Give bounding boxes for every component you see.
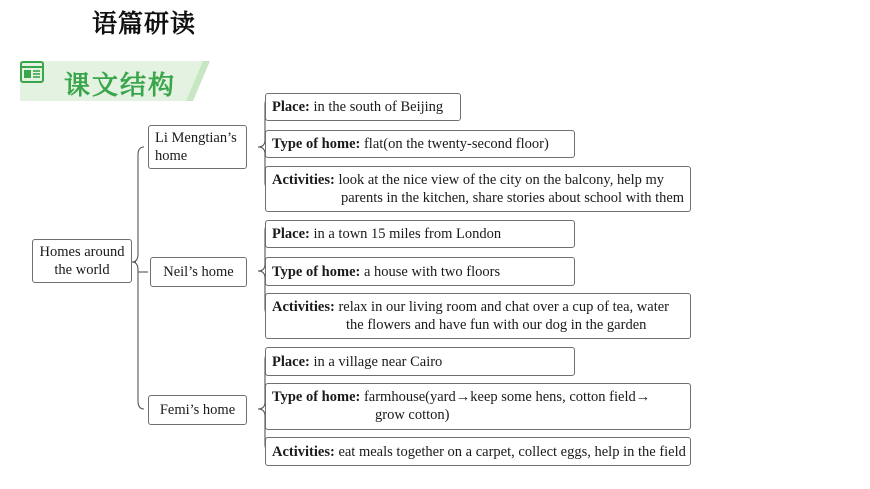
detail-text-cont: the flowers and have fun with our dog in the garden: [346, 317, 647, 333]
root-line-2: the world: [54, 262, 110, 278]
detail-key: Place:: [272, 353, 310, 370]
detail-text: flat(on the twenty-second floor): [363, 136, 549, 152]
detail-key: Type of home:: [272, 263, 361, 280]
detail-key: Activities:: [272, 299, 335, 315]
detail-text: eat meals together on a carpet, collect eggs, help in the field: [338, 443, 686, 460]
detail-box-femi-place: [265, 347, 575, 376]
detail-box-neil-place: [265, 220, 575, 248]
detail-box-femi-type: [265, 383, 691, 430]
branch-node-neil: [150, 257, 247, 287]
detail-box-neil-type: [265, 257, 575, 286]
detail-box-li-place: [265, 93, 461, 121]
detail-box-li-type: [265, 130, 575, 158]
detail-key: Place:: [272, 99, 310, 115]
branch-1-line-2: home: [155, 148, 188, 164]
page-heading: 语篇研读: [92, 9, 197, 38]
detail-text: in a town 15 miles from London: [313, 226, 502, 242]
detail-key: Type of home:: [272, 136, 361, 152]
detail-text: look at the nice view of the city on the balcony, help my: [338, 172, 665, 188]
detail-key: Type of home:: [272, 389, 361, 405]
detail-text: a house with two floors: [363, 263, 501, 280]
detail-text: farmhouse(yard→keep some hens, cotton field→: [363, 389, 651, 405]
detail-text-cont: parents in the kitchen, share stories about school with them: [341, 190, 685, 206]
detail-key: Activities:: [272, 172, 335, 188]
branch-node-li-mengtian: [148, 125, 247, 169]
branch-1-line-1: Li Mengtian’s: [155, 130, 237, 146]
detail-box-li-activities: [265, 166, 691, 212]
detail-text: in a village near Cairo: [313, 353, 443, 370]
detail-key: Activities:: [272, 443, 335, 460]
root-line-1: Homes around: [39, 244, 125, 260]
detail-box-neil-activities: [265, 293, 691, 339]
detail-text-cont: grow cotton): [375, 407, 450, 423]
branch-2-label: Neil’s home: [163, 264, 234, 280]
branch-node-femi: [148, 395, 247, 425]
root-node: [32, 239, 132, 283]
detail-box-femi-activities: [265, 437, 691, 466]
detail-key: Place:: [272, 226, 310, 242]
detail-text: in the south of Beijing: [313, 99, 444, 115]
detail-text: relax in our living room and chat over a cup of tea, water: [338, 299, 669, 315]
section-title: 课文结构: [64, 71, 177, 101]
branch-3-label: Femi’s home: [159, 402, 236, 418]
